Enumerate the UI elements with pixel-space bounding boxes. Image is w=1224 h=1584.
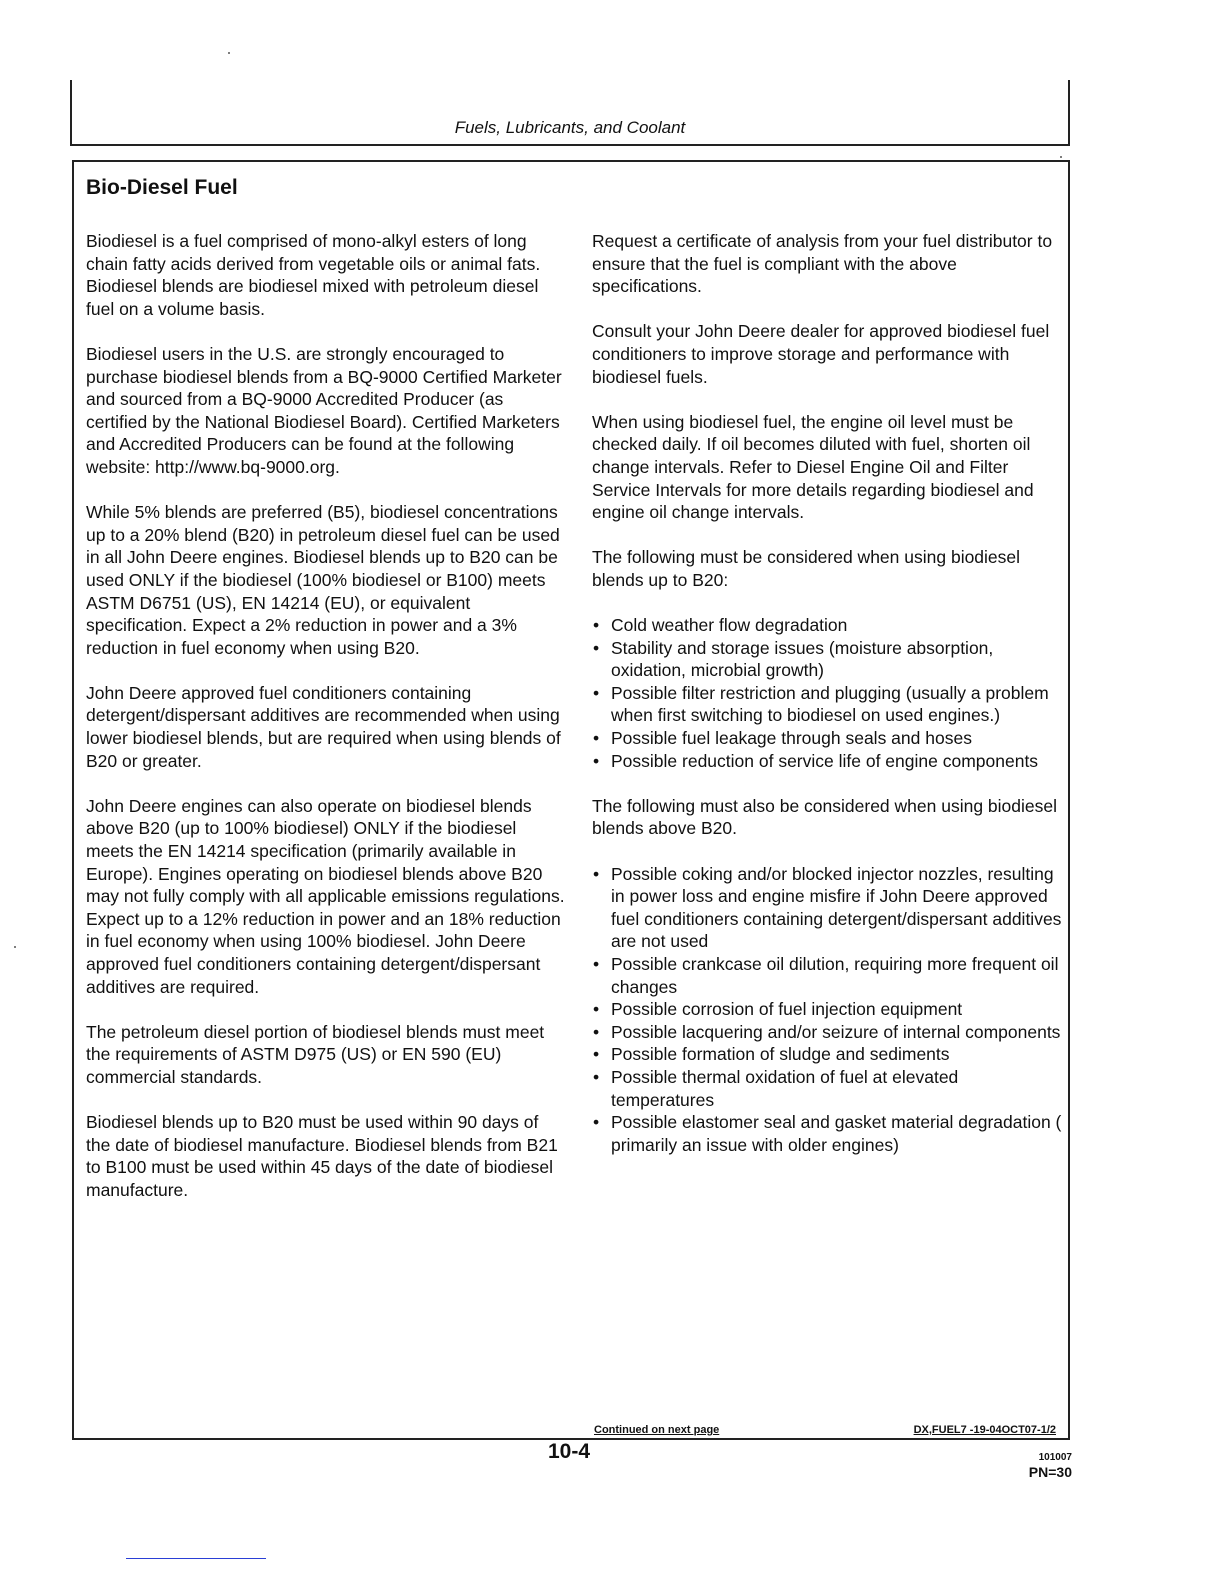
- list-item: • Possible reduction of service life of engine components: [592, 750, 1062, 773]
- page-number: 10-4: [548, 1440, 591, 1463]
- document-id: DX,FUEL7 -19-04OCT07-1/2: [913, 1424, 1056, 1436]
- paragraph: Biodiesel blends up to B20 must be used within 90 days of the date of biodiesel manufacture. Biodiesel blends from B21 to B100 must be used within 45 days of the date of biodiesel manufacture.: [86, 1112, 558, 1200]
- list-item: • Possible formation of sludge and sediments: [592, 1043, 1062, 1066]
- list-item: • Possible coking and/or blocked injector nozzles, resulting in power loss and engine misfire if John Deere approved fuel conditioners containing detergent/dispersant additives are not used: [592, 863, 1062, 953]
- scan-rule: [126, 1558, 266, 1559]
- list-item: • Cold weather flow degradation: [592, 614, 1062, 637]
- paragraph: The following must also be considered when using biodiesel blends above B20.: [592, 795, 1057, 839]
- list-item: • Possible thermal oxidation of fuel at elevated temperatures: [592, 1066, 1062, 1111]
- considerations-list-b20: [592, 614, 1062, 772]
- scan-mark: [1060, 156, 1062, 158]
- left-column: [86, 230, 566, 1224]
- scan-mark: [228, 52, 230, 54]
- list-item: • Possible elastomer seal and gasket material degradation ( primarily an issue with older engines): [592, 1111, 1062, 1156]
- considerations-list-above-b20: [592, 863, 1062, 1157]
- paragraph: Request a certificate of analysis from your fuel distributor to ensure that the fuel is compliant with the above specifications.: [592, 231, 1053, 297]
- part-number: PN=30: [1028, 1464, 1072, 1480]
- paragraph: Consult your John Deere dealer for approved biodiesel fuel conditioners to improve storage and performance with biodiesel fuels.: [592, 321, 1050, 387]
- paragraph: When using biodiesel fuel, the engine oil level must be checked daily. If oil becomes diluted with fuel, shorten oil change intervals. Refer to Diesel Engine Oil and Filter Service Intervals for more details regarding biodiesel and engine oil change intervals.: [592, 411, 1034, 523]
- right-column: [592, 230, 1062, 1179]
- list-item: • Possible crankcase oil dilution, requiring more frequent oil changes: [592, 953, 1062, 998]
- content-box: [72, 160, 1070, 1440]
- paragraph: The petroleum diesel portion of biodiesel blends must meet the requirements of ASTM D975 (US) or EN 590 (EU) commercial standards.: [86, 1021, 545, 1087]
- running-head: Fuels, Lubricants, and Coolant: [454, 118, 686, 137]
- continued-note: Continued on next page: [594, 1424, 720, 1436]
- list-item: • Stability and storage issues (moisture absorption, oxidation, microbial growth): [592, 637, 1062, 682]
- paragraph: Biodiesel users in the U.S. are strongly encouraged to purchase biodiesel blends from a BQ-9000 Certified Marketer and sourced from a BQ-9000 Accredited Producer (as certified by the National Biodiesel Board). Certified Marketers and Accredited Producers can be found at the following website: http://www.bq-9000.org.: [86, 343, 562, 477]
- paragraph: While 5% blends are preferred (B5), biodiesel concentrations up to a 20% blend (B20) in petroleum diesel fuel can be used in all John Deere engines. Biodiesel blends up to B20 can be used ONLY if the biodiesel (100% biodiesel or B100) meets ASTM D6751 (US), EN 14214 (EU), or equivalent specification. Expect a 2% reduction in power and a 3% reduction in fuel economy when using B20.: [86, 502, 560, 658]
- paragraph: John Deere approved fuel conditioners containing detergent/dispersant additives are recommended when using lower biodiesel blends, but are required when using blends of B20 or greater.: [86, 682, 561, 771]
- list-item: • Possible filter restriction and plugging (usually a problem when first switching to biodiesel on used engines.): [592, 682, 1062, 727]
- paragraph: The following must be considered when using biodiesel blends up to B20:: [592, 547, 1021, 590]
- page-header: [70, 80, 1070, 146]
- list-item: • Possible fuel leakage through seals and hoses: [592, 727, 1062, 750]
- paragraph: John Deere engines can also operate on biodiesel blends above B20 (up to 100% biodiesel) ONLY if the biodiesel meets the EN 14214 specification (primarily available in Europe). Engines operating on biodiesel blends above B20 may not fully comply with all applicable emissions regulations. Expect up to a 12% reduction in power and an 18% reduction in fuel economy when using 100% biodiesel. John Deere approved fuel conditioners containing detergent/dispersant additives are required.: [86, 795, 565, 997]
- section-title: Bio-Diesel Fuel: [86, 176, 238, 199]
- scan-mark: [14, 946, 16, 948]
- paragraph: Biodiesel is a fuel comprised of mono-alkyl esters of long chain fatty acids derived from vegetable oils or animal fats. Biodiesel blends are biodiesel mixed with petroleum diesel fuel on a volume basis.: [86, 231, 541, 319]
- date-code: 101007: [1038, 1452, 1072, 1463]
- list-item: • Possible lacquering and/or seizure of internal components: [592, 1021, 1062, 1044]
- list-item: • Possible corrosion of fuel injection equipment: [592, 998, 1062, 1021]
